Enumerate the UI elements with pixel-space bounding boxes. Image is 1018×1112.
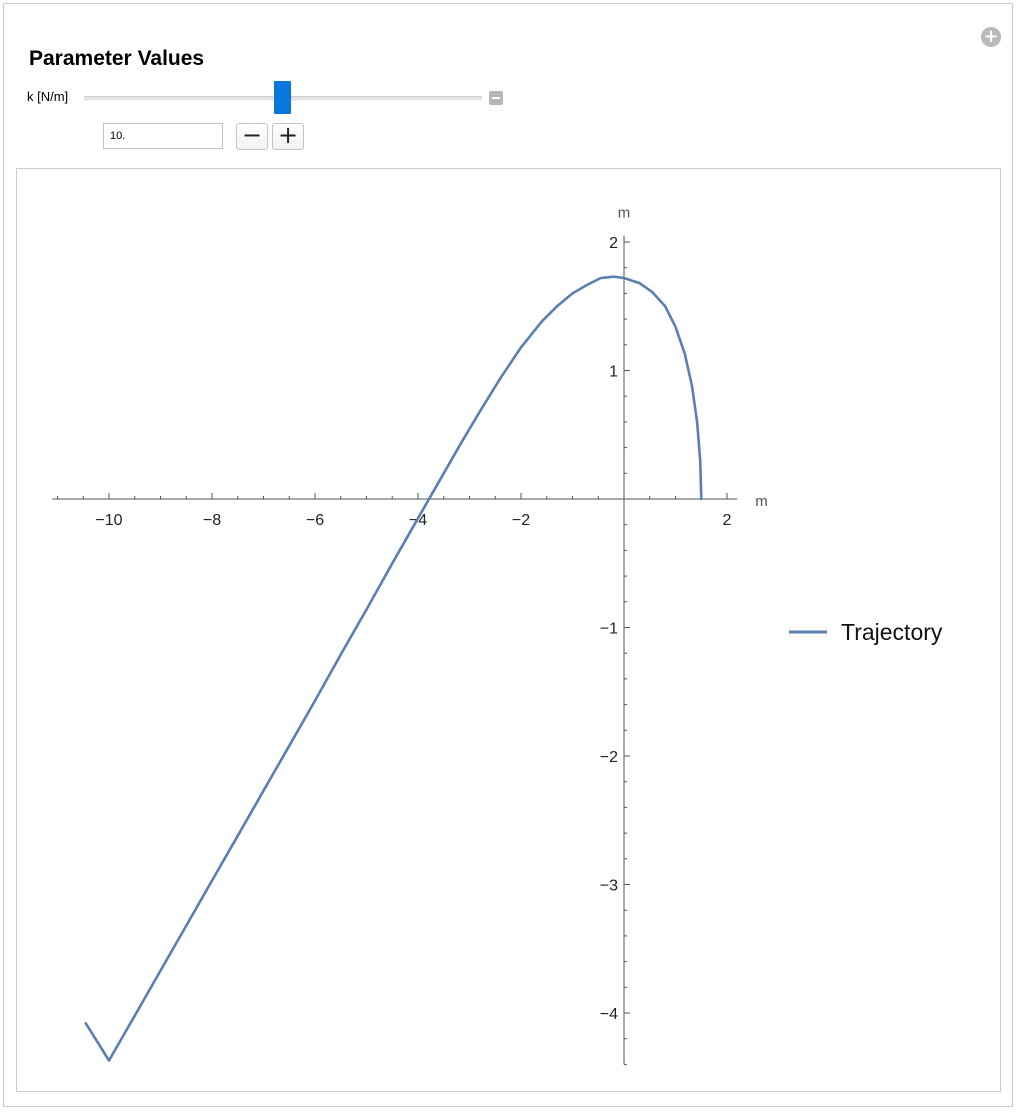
increment-button[interactable]: + bbox=[272, 123, 304, 150]
x-tick-label: −8 bbox=[202, 512, 222, 529]
slider-label: k [N/m] bbox=[27, 89, 69, 104]
x-tick-label: −10 bbox=[95, 512, 123, 529]
k-value-input[interactable] bbox=[103, 123, 223, 149]
trajectory-plot bbox=[17, 169, 1002, 1093]
y-axis-label: m bbox=[617, 204, 631, 222]
legend-label: Trajectory bbox=[841, 619, 943, 645]
trajectory-series-line bbox=[86, 277, 702, 1061]
y-tick-label: −1 bbox=[599, 620, 618, 638]
panel-title: Parameter Values bbox=[29, 47, 205, 70]
x-tick-label: 2 bbox=[722, 512, 732, 529]
x-tick-label: −2 bbox=[511, 512, 531, 529]
y-tick-label: 1 bbox=[609, 363, 618, 381]
x-axis-label: m bbox=[755, 493, 768, 510]
x-tick-label: −4 bbox=[408, 512, 428, 529]
k-slider-thumb[interactable] bbox=[274, 81, 291, 114]
plot-panel bbox=[16, 168, 1001, 1092]
y-tick-label: −4 bbox=[599, 1006, 618, 1023]
decrement-button[interactable]: − bbox=[236, 123, 268, 150]
collapse-slider-icon[interactable] bbox=[489, 91, 503, 105]
y-tick-label: −2 bbox=[599, 749, 618, 766]
y-tick-label: 2 bbox=[609, 235, 618, 252]
y-tick-label: −3 bbox=[599, 877, 618, 895]
expand-options-icon[interactable]: + bbox=[981, 27, 1001, 47]
x-tick-label: −6 bbox=[305, 512, 325, 529]
